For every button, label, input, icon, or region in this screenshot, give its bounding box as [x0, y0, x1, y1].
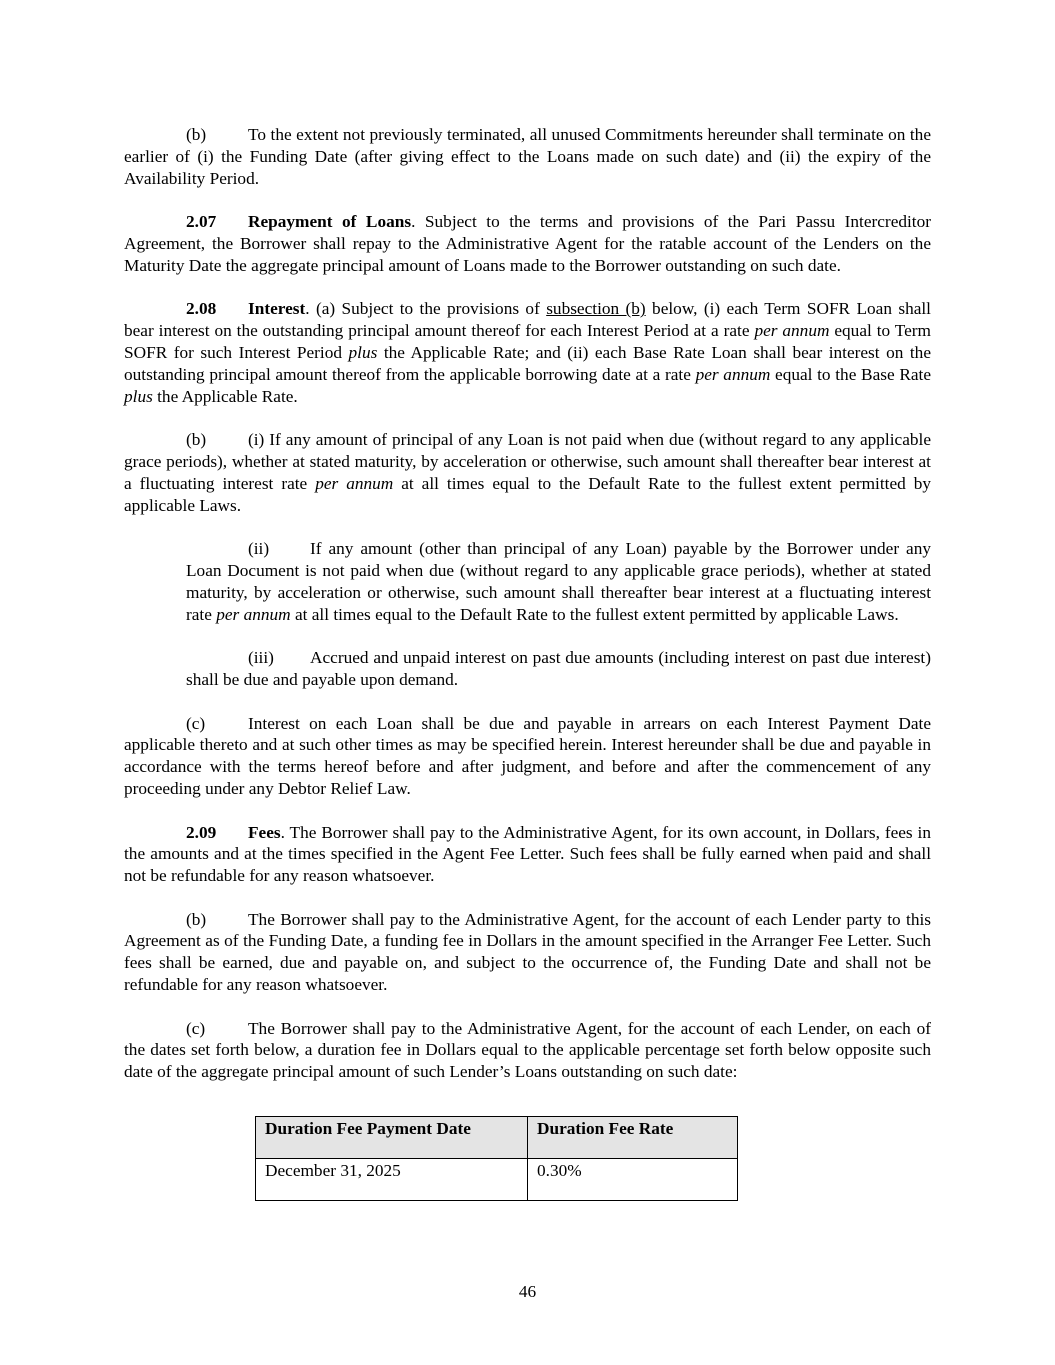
- clause-text: To the extent not previously terminated, all unused Commitments hereunder shall terminate on the earlier of (i) the Funding Date (after giving effect to the Loans made on such date) and (ii) the expiry of the Availability Period.: [124, 125, 931, 188]
- section-number: 2.07: [186, 212, 217, 232]
- fee-rate-cell: 0.30%: [528, 1159, 738, 1201]
- payment-date-cell: December 31, 2025: [256, 1159, 528, 1201]
- clause-label: (b): [186, 909, 207, 929]
- section-2-08-b-ii: [186, 538, 931, 625]
- section-number: 2.08: [186, 299, 217, 319]
- text-run: equal to Term SOFR for such Interest Period: [124, 321, 931, 362]
- section-2-08-b-iii: [186, 647, 931, 691]
- clause-text: The Borrower shall pay to the Administrative Agent, for the account of each Lender, on each of the dates set forth below, a duration fee in Dollars equal to the applicable percentage set forth below opposite such date of the aggregate principal amount of such Lender’s Loans outstanding on such date:: [124, 1018, 931, 1082]
- section-2-08-c: [124, 713, 931, 800]
- section-number: 2.09: [186, 822, 217, 842]
- text-run: (i) If any amount of principal of any Loan is not paid when due (without regard to any applicable grace periods), whether at stated maturity, by acceleration or otherwise, such amount shall thereafter bear interest at a fluctuating interest rate: [124, 430, 931, 493]
- section-2-08-b-i: [124, 429, 931, 516]
- text-run: at all times equal to the Default Rate to the fullest extent permitted by applicable Laws.: [124, 473, 932, 515]
- italic-term: per annum: [695, 364, 771, 384]
- section-2-09-b: [124, 909, 931, 996]
- section-heading: Fees: [248, 822, 281, 842]
- italic-term: plus: [348, 342, 378, 362]
- table-header-row: [256, 1117, 738, 1159]
- section-2-09: [124, 822, 931, 887]
- text-run: If any amount (other than principal of any Loan) payable by the Borrower under any Loan Document is not paid when due (without regard to any applicable grace periods), whether at stated maturity, by acceleration or otherwise, such amount shall thereafter bear interest at a fluctuating interest rate: [186, 539, 931, 624]
- text-run: below, (i) each Term SOFR Loan shall bear interest on the outstanding principal amount thereof for each Interest Period at a rate: [124, 299, 931, 341]
- subsection-b-reference: subsection (b): [546, 299, 646, 319]
- section-heading: Interest: [248, 299, 306, 319]
- section-heading: Repayment of Loans: [248, 212, 412, 232]
- section-2-09-c: [124, 1018, 931, 1083]
- section-text: . Subject to the terms and provisions of the Pari Passu Intercreditor Agreement, the Borrower shall repay to the Administrative Agent for the ratable account of the Lenders on the Maturity Date the aggregate principal amount of Loans made to the Borrower outstanding on such date.: [124, 212, 932, 275]
- clause-label: (c): [186, 713, 206, 733]
- section-2-06-b: [124, 124, 931, 189]
- table-row: [256, 1159, 738, 1201]
- section-text: . The Borrower shall pay to the Administrative Agent, for its own account, in Dollars, fees in the amounts and at the times specified in the Agent Fee Letter. Such fees shall be fully earned when paid and shall not be refundable for any reason whatsoever.: [124, 822, 931, 886]
- column-header: Duration Fee Payment Date: [256, 1117, 528, 1159]
- text-run: equal to the Base Rate: [770, 364, 932, 384]
- duration-fee-table: [255, 1116, 738, 1201]
- italic-term: plus: [124, 386, 153, 406]
- italic-term: per annum: [754, 321, 830, 341]
- clause-label: (ii): [248, 539, 270, 559]
- italic-term: per annum: [315, 473, 394, 493]
- document-page: [124, 124, 931, 1105]
- italic-term: per annum: [216, 604, 291, 624]
- clause-label: (b): [186, 430, 207, 450]
- clause-text: The Borrower shall pay to the Administrative Agent, for the account of each Lender party to this Agreement as of the Funding Date, a funding fee in Dollars in the amount specified in the Arranger Fee Letter. Such fees shall be earned, due and payable on, and subject to the occurrence of, the Funding Date and shall not be refundable for any reason whatsoever.: [124, 909, 931, 995]
- text-run: . (a) Subject to the provisions of: [305, 299, 547, 319]
- section-2-08-a: [124, 298, 931, 407]
- clause-text: Accrued and unpaid interest on past due amounts (including interest on past due interest) shall be due and payable upon demand.: [186, 648, 931, 689]
- column-header: Duration Fee Rate: [528, 1117, 738, 1159]
- clause-label: (b): [186, 125, 207, 144]
- text-run: the Applicable Rate; and (ii) each Base Rate Loan shall bear interest on the outstanding principal amount thereof from the applicable borrowing date at a rate: [124, 342, 931, 384]
- clause-label: (iii): [248, 648, 274, 668]
- page-number: 46: [518, 1282, 537, 1301]
- text-run: the Applicable Rate.: [152, 386, 298, 406]
- section-2-07: [124, 211, 931, 276]
- clause-label: (c): [186, 1018, 206, 1038]
- clause-text: Interest on each Loan shall be due and payable in arrears on each Interest Payment Date applicable thereto and at such other times as may be specified herein. Interest hereunder shall be due and payable in accordance with the terms hereof before and after judgment, and before and after the commencement of any proceeding under any Debtor Relief Law.: [124, 713, 931, 798]
- text-run: at all times equal to the Default Rate to the fullest extent permitted by applicable Laws.: [290, 604, 899, 624]
